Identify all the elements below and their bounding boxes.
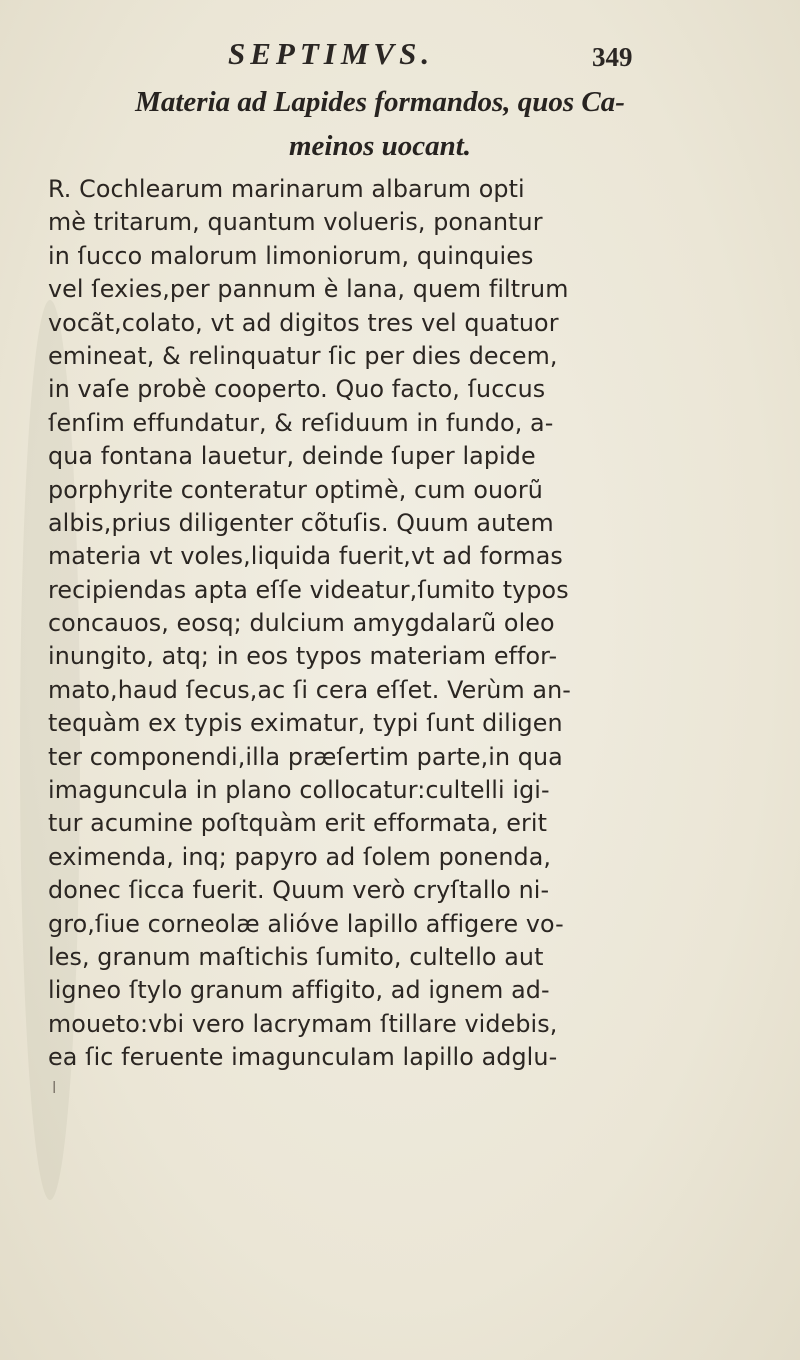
text-line: inungito, atq; in eos typos materiam effor- [48,642,558,671]
body-text [48,173,648,1075]
running-title: SEPTIMVS. [228,36,435,71]
text-line: les, granum maſtichis ſumito, cultello aut [48,942,544,971]
section-heading [60,80,700,168]
text-line: in vaſe probè cooperto. Quo facto, ſuccus [48,375,546,404]
text-line: materia vt voles,liquida fuerit,vt ad formas [48,542,563,571]
text-line: gro,ſiue corneolæ alióve lapillo affigere vo- [48,909,564,938]
text-line: imaguncula in plano collocatur:cultelli igi- [48,776,550,805]
text-line: donec ſicca fuerit. Quum verò cryſtallo ni- [48,876,550,905]
text-line: vel ſexies,per pannum è lana, quem filtrum [48,275,569,304]
text-line: ea ſic feruente imaguncuIam lapillo adglu- [48,1043,558,1072]
text-line: ligneo ſtylo granum affigito, ad ignem ad- [48,976,550,1005]
text-line: ſenſim effundatur, & reſiduum in fundo, a- [48,408,554,437]
text-line: R. Cochlearum marinarum albarum opti [48,175,525,203]
text-line: moueto:vbi vero lacrymam ſtillare videbis, [48,1009,558,1038]
text-line: vocãt,colato, vt ad digitos tres vel quatuor [48,308,559,337]
heading-line-1: Materia ad Lapides formandos, quos Ca- [135,86,625,118]
text-line: in ſucco malorum limoniorum, quinquies [48,241,534,270]
text-line: eximenda, inq; papyro ad ſolem ponenda, [48,842,552,871]
text-line: mè tritarum, quantum volueris, ponantur [48,208,543,237]
text-line: tequàm ex typis eximatur, typi ſunt diligen [48,709,563,738]
text-line: porphyrite conteratur optimè, cum ouorũ [48,475,543,504]
page-number: 349 [592,42,633,72]
text-line: emineat, & relinquatur ſic per dies decem, [48,341,558,370]
signature-mark: l [52,1078,57,1097]
text-line: tur acumine poſtquàm erit efformata, erit [48,809,548,838]
heading-line-2: meinos uocant. [288,130,472,162]
text-line: concauos, eosq; dulcium amygdalarũ oleo [48,609,555,638]
text-line: ter componendi,illa præſertim parte,in qua [48,742,563,771]
text-line: mato,haud ſecus,ac ſi cera eſſet. Verùm an- [48,675,571,704]
text-line: recipiendas apta eſſe videatur,ſumito typos [48,575,569,604]
text-line: albis,prius diligenter cõtuſis. Quum autem [48,508,554,537]
text-line: qua fontana lauetur, deinde ſuper lapide [48,442,536,471]
running-head [0,36,800,76]
